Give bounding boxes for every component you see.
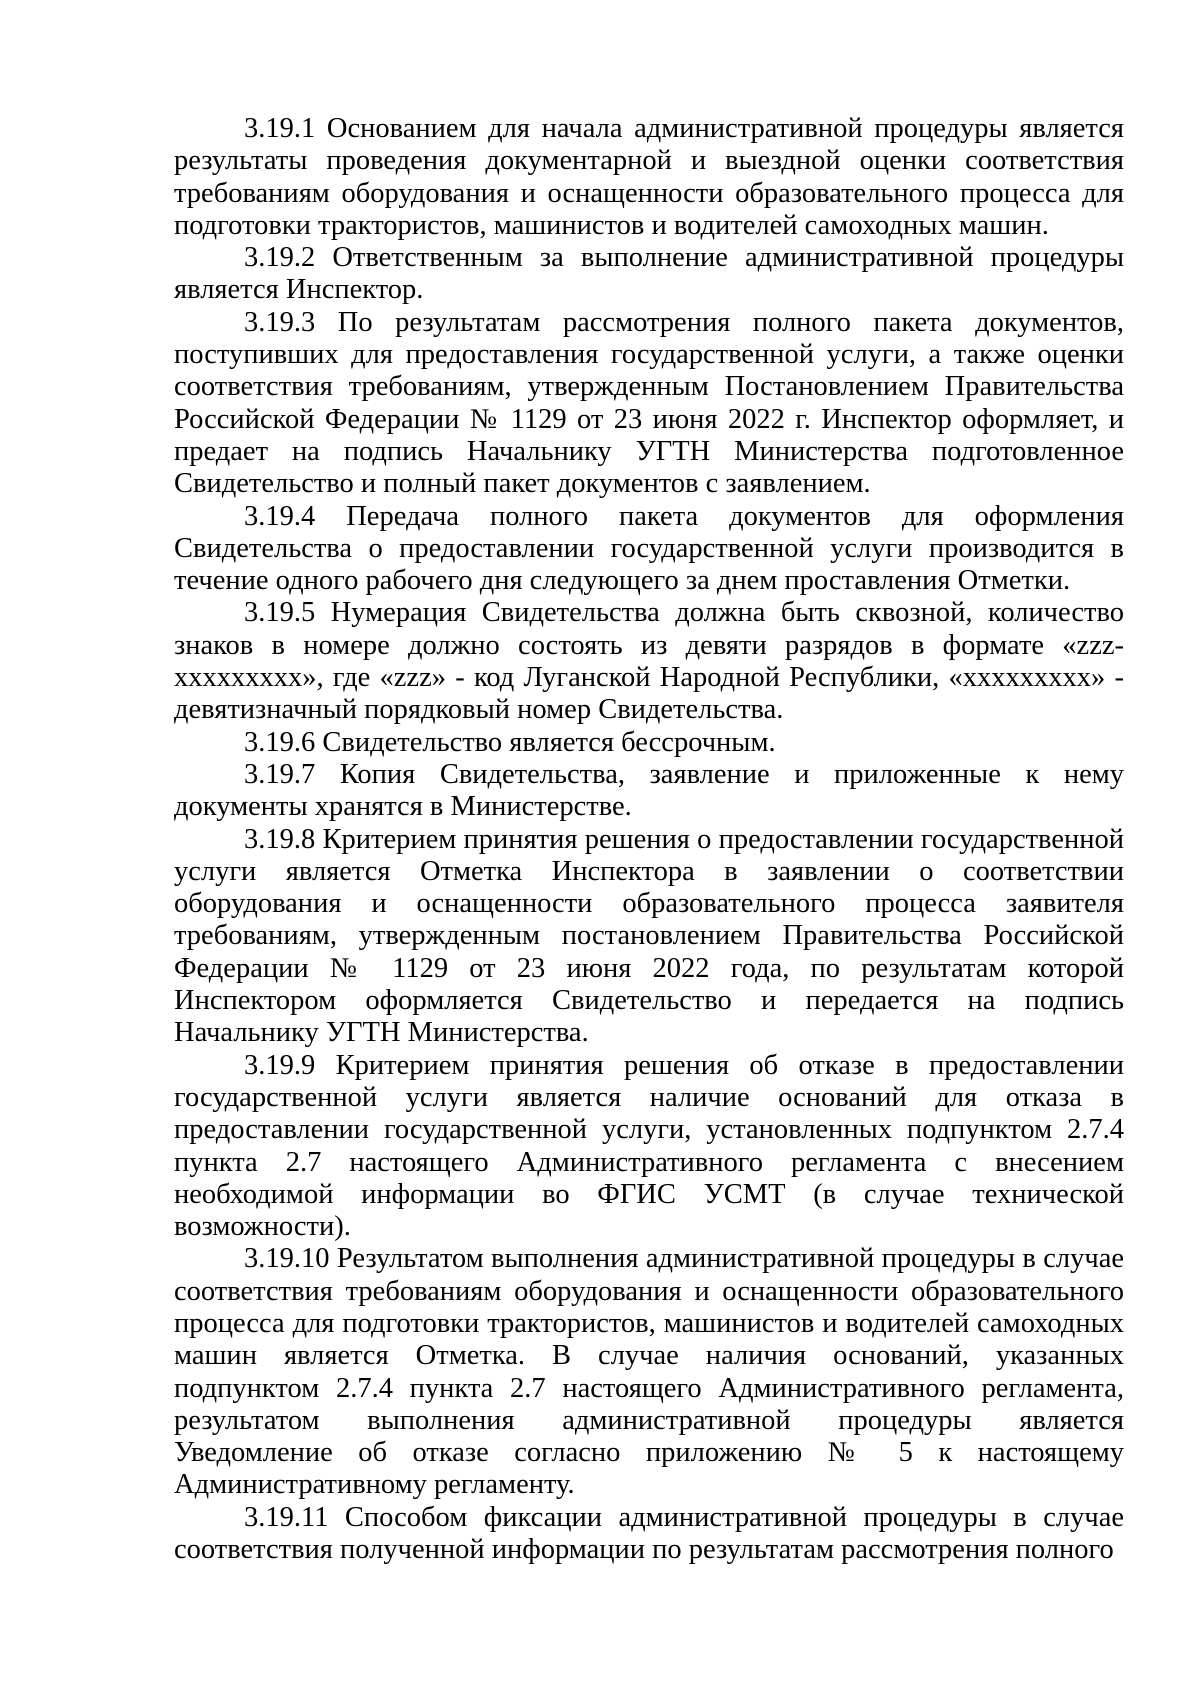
paragraph-3-19-3: 3.19.3 По результатам рассмотрения полного пакета документов, поступивших для предоставления государственной услуги, а также оценки соответствия требованиям, утвержденным Постановлением Правительства Российской Федерации № 1129 от 23 июня 2022 г. Инспектор оформляет, и предает на подпись Начальнику УГТН Министерства подготовленное Свидетельство и полный пакет документов с заявлением.	[174, 306, 1124, 500]
paragraph-3-19-5: 3.19.5 Нумерация Свидетельства должна быть сквозной, количество знаков в номере должно состоять из девяти разрядов в формате «zzz-xxxxxxxxx», где «zzz» - код Луганской Народной Республики, «xxxxxxxxx» - девятизначный порядковый номер Свидетельства.	[174, 597, 1124, 726]
document-body	[174, 113, 1124, 1566]
paragraph-3-19-6: 3.19.6 Свидетельство является бессрочным.	[244, 726, 776, 758]
paragraph-3-19-1: 3.19.1 Основанием для начала административной процедуры является результаты проведения документарной и выездной оценки соответствия требованиям оборудования и оснащенности образовательного процесса для подготовки трактористов, машинистов и водителей самоходных машин.	[174, 113, 1124, 241]
paragraph-3-19-7: 3.19.7 Копия Свидетельства, заявление и приложенные к нему документы хранятся в Министерстве.	[174, 758, 1124, 823]
paragraph-3-19-9: 3.19.9 Критерием принятия решения об отказе в предоставлении государственной услуги является наличие оснований для отказа в предоставлении государственной услуги, установленных подпунктом 2.7.4 пункта 2.7 настоящего Административного регламента с внесением необходимой информации во ФГИС УСМТ (в случае технической возможности).	[174, 1049, 1124, 1243]
paragraph-3-19-8: 3.19.8 Критерием принятия решения о предоставлении государственной услуги является Отметка Инспектора в заявлении о соответствии оборудования и оснащенности образовательного процесса заявителя требованиям, утвержденным постановлением Правительства Российской Федерации № 1129 от 23 июня 2022 года, по результатам которой Инспектором оформляется Свидетельство и передается на подпись Начальнику УГТН Министерства.	[174, 823, 1124, 1049]
paragraph-3-19-10: 3.19.10 Результатом выполнения административной процедуры в случае соответствия требованиям оборудования и оснащенности образовательного процесса для подготовки трактористов, машинистов и водителей самоходных машин является Отметка. В случае наличия оснований, указанных подпунктом 2.7.4 пункта 2.7 настоящего Административного регламента, результатом выполнения административной процедуры является Уведомление об отказе согласно приложению № 5 к настоящему Административному регламенту.	[174, 1243, 1124, 1501]
paragraph-3-19-4: 3.19.4 Передача полного пакета документов для оформления Свидетельства о предоставлении государственной услуги производится в течение одного рабочего дня следующего за днем проставления Отметки.	[174, 500, 1124, 597]
paragraph-3-19-2: 3.19.2 Ответственным за выполнение административной процедуры является Инспектор.	[174, 242, 1124, 306]
paragraph-3-19-11: 3.19.11 Способом фиксации административной процедуры в случае соответствия полученной информации по результатам рассмотрения полного	[174, 1501, 1124, 1566]
